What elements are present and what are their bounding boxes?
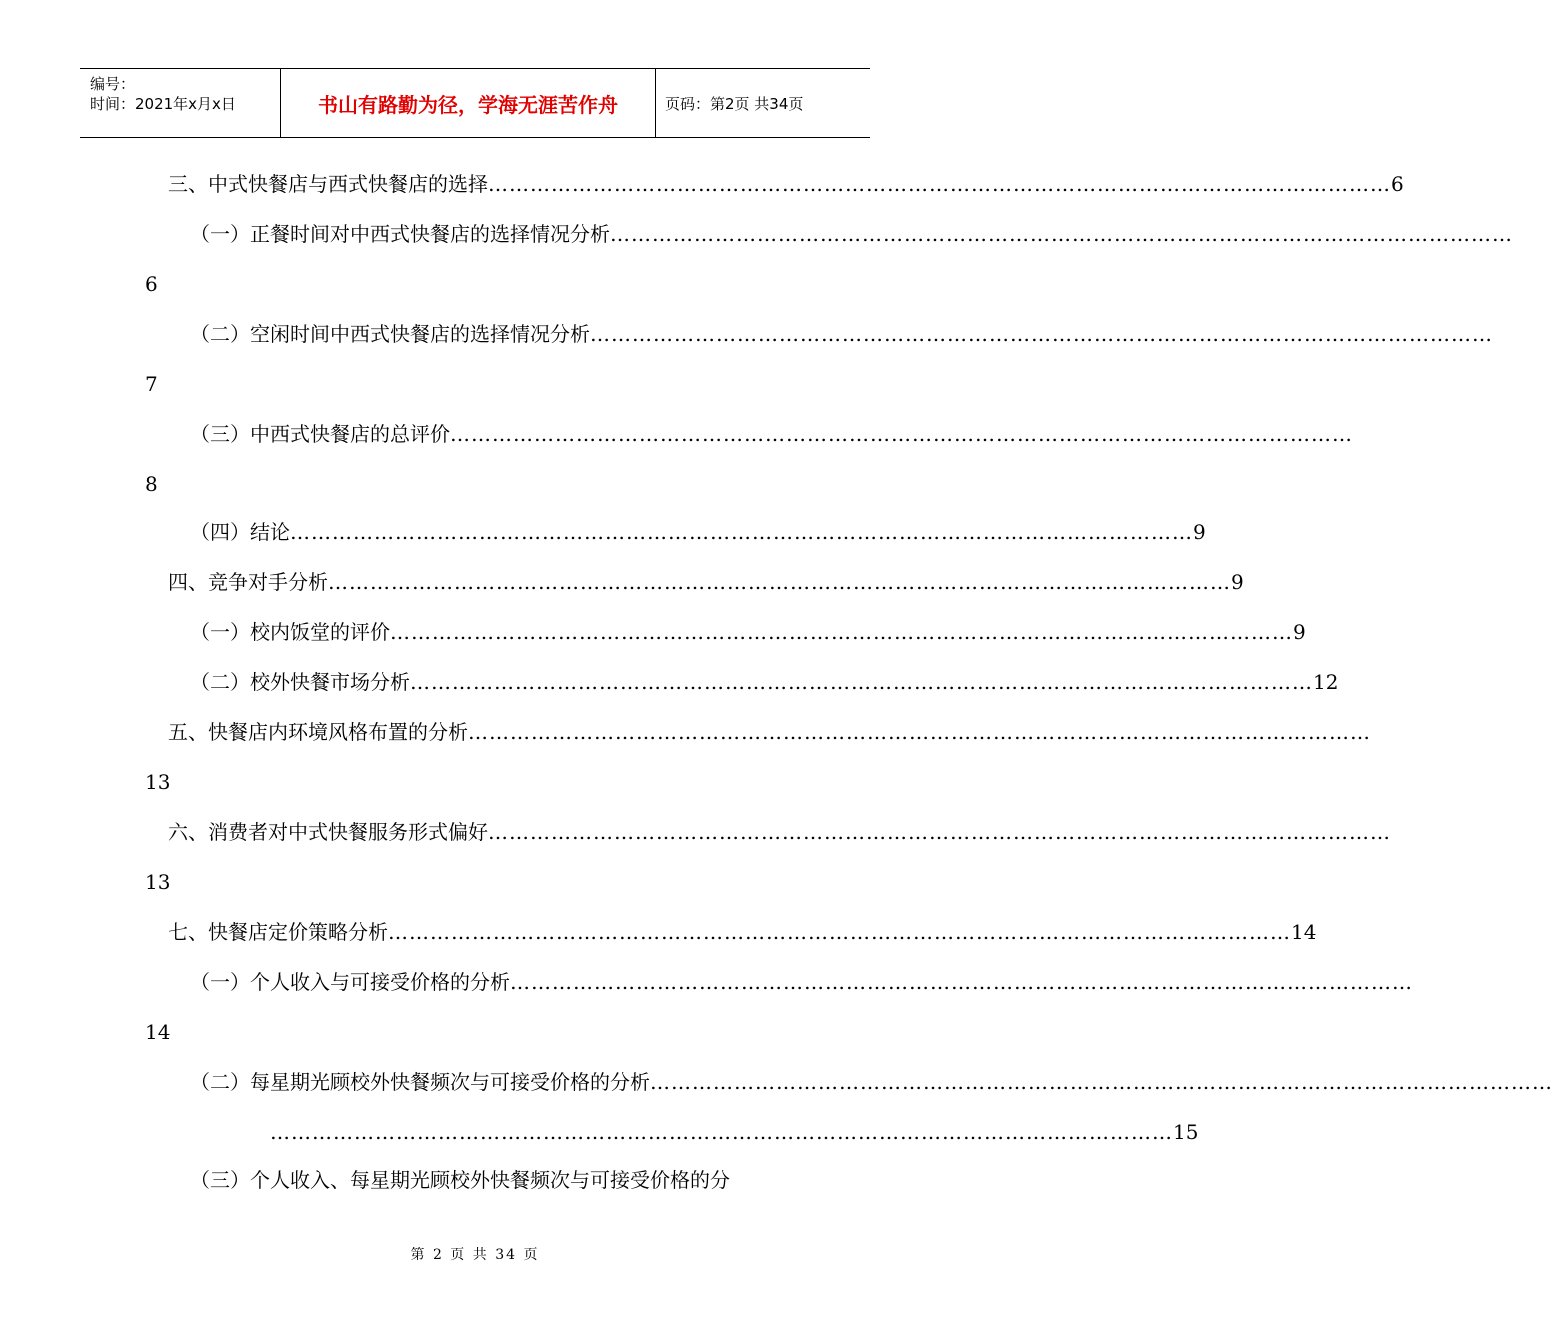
toc-page: 14 bbox=[145, 1020, 171, 1044]
toc-entry[interactable] bbox=[190, 320, 1493, 348]
toc-title: （四）结论 bbox=[190, 520, 290, 544]
toc-leader: ………………………………………………………………………………………………………………… bbox=[390, 620, 1293, 644]
toc-title: （一）个人收入与可接受价格的分析 bbox=[190, 970, 510, 994]
toc-entry[interactable] bbox=[190, 420, 1353, 448]
toc-title: （一）校内饭堂的评价 bbox=[190, 620, 390, 644]
toc-page: 12 bbox=[1313, 670, 1339, 694]
toc-page: 13 bbox=[145, 870, 171, 894]
toc-entry[interactable] bbox=[190, 668, 1339, 696]
page-footer: 第 2 页 共 34 页 bbox=[410, 1247, 540, 1263]
toc-leader: ………………………………………………………………………………………………………………… bbox=[610, 222, 1513, 246]
toc-leader: ………………………………………………………………………………………………………………… bbox=[270, 1120, 1173, 1144]
page-info: 页码：第2页 共34页 bbox=[665, 94, 804, 113]
toc-entry[interactable] bbox=[168, 170, 1404, 198]
toc-title: （三）个人收入、每星期光顾校外快餐频次与可接受价格的分 bbox=[190, 1168, 730, 1192]
toc-leader: ………………………………………………………………………………………………………………… bbox=[388, 920, 1291, 944]
toc-title: 三、中式快餐店与西式快餐店的选择 bbox=[168, 172, 488, 196]
toc-title: （一）正餐时间对中西式快餐店的选择情况分析 bbox=[190, 222, 610, 246]
toc-title: 四、竞争对手分析 bbox=[168, 570, 328, 594]
toc-page: 8 bbox=[145, 472, 158, 496]
toc-entry[interactable] bbox=[190, 618, 1306, 646]
toc-leader: ………………………………………………………………………………………………………………… bbox=[488, 820, 1391, 844]
page-header bbox=[80, 68, 870, 138]
motto: 书山有路勤为径，学海无涯苦作舟 bbox=[280, 69, 656, 137]
toc-leader: ………………………………………………………………………………………………………………… bbox=[290, 520, 1193, 544]
toc-leader: ………………………………………………………………………………………………………………… bbox=[468, 720, 1371, 744]
toc-entry-continuation bbox=[270, 1118, 1199, 1146]
toc-page: 13 bbox=[145, 770, 171, 794]
toc-leader: ………………………………………………………………………………………………………………… bbox=[590, 322, 1493, 346]
toc-title: （三）中西式快餐店的总评价 bbox=[190, 422, 450, 446]
toc-leader: ………………………………………………………………………………………………………………… bbox=[410, 670, 1313, 694]
toc-entry[interactable] bbox=[168, 718, 1371, 746]
toc-page: 6 bbox=[1391, 172, 1404, 196]
toc-entry[interactable] bbox=[190, 1068, 1553, 1096]
toc-page: 6 bbox=[145, 272, 158, 296]
toc-title: 七、快餐店定价策略分析 bbox=[168, 920, 388, 944]
toc-page: 9 bbox=[1293, 620, 1306, 644]
toc-page: 9 bbox=[1231, 570, 1244, 594]
number-label: 编号： bbox=[90, 75, 136, 93]
date-label: 时间：2021年x月x日 bbox=[90, 95, 236, 113]
toc-title: （二）校外快餐市场分析 bbox=[190, 670, 410, 694]
toc-title: 六、消费者对中式快餐服务形式偏好 bbox=[168, 820, 488, 844]
toc-title: （二）每星期光顾校外快餐频次与可接受价格的分析 bbox=[190, 1070, 650, 1094]
header-meta bbox=[80, 69, 280, 137]
toc-title: 五、快餐店内环境风格布置的分析 bbox=[168, 720, 468, 744]
toc-page: 7 bbox=[145, 372, 158, 396]
toc-entry[interactable] bbox=[168, 568, 1244, 596]
toc-entry[interactable] bbox=[168, 918, 1317, 946]
toc-entry[interactable] bbox=[168, 818, 1391, 846]
toc-page: 9 bbox=[1193, 520, 1206, 544]
toc-leader: ………………………………………………………………………………………………………………… bbox=[450, 422, 1353, 446]
toc-entry[interactable] bbox=[190, 968, 1413, 996]
toc-leader: ………………………………………………………………………………………………………………… bbox=[510, 970, 1413, 994]
toc-page: 15 bbox=[1173, 1120, 1199, 1144]
toc-leader: ………………………………………………………………………………………………………………… bbox=[650, 1070, 1553, 1094]
toc-entry[interactable] bbox=[190, 220, 1513, 248]
toc-title: （二）空闲时间中西式快餐店的选择情况分析 bbox=[190, 322, 590, 346]
toc-page: 14 bbox=[1291, 920, 1317, 944]
toc-entry[interactable] bbox=[190, 1166, 810, 1194]
toc-leader: ………………………………………………………………………………………………………………… bbox=[488, 172, 1391, 196]
toc-entry[interactable] bbox=[190, 518, 1206, 546]
toc-leader: ………………………………………………………………………………………………………………… bbox=[328, 570, 1231, 594]
